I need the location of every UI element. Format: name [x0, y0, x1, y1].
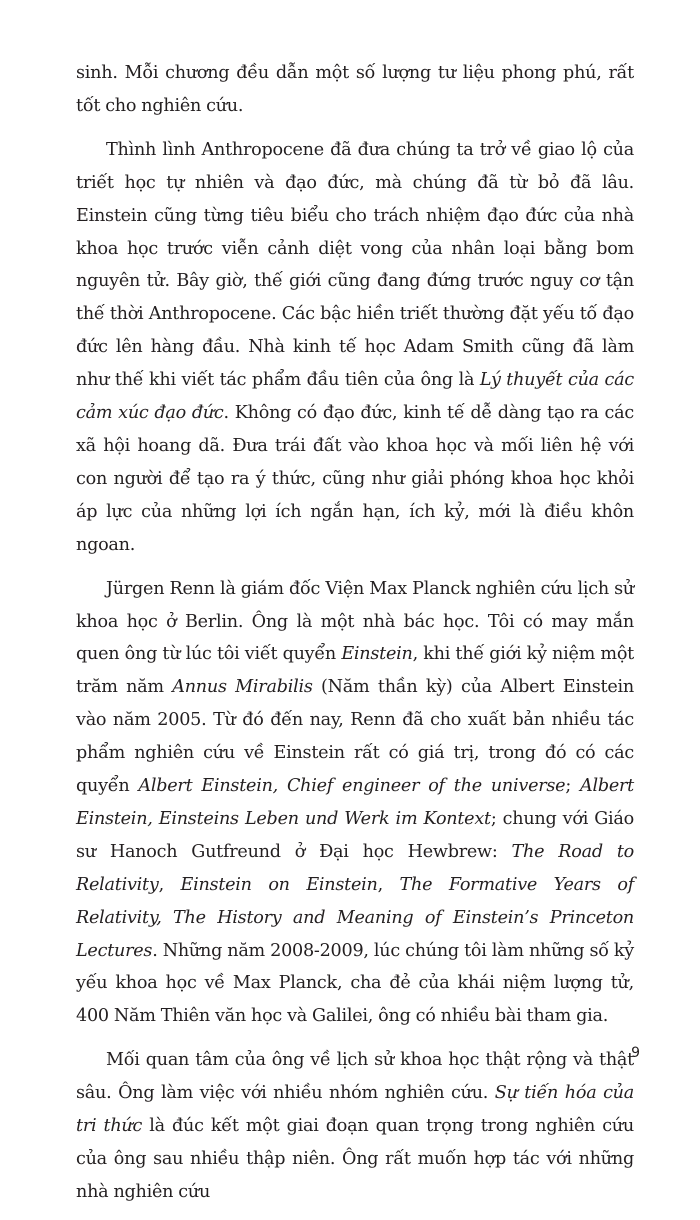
italic-book-title: Albert Einstein, Chief engineer of the universe: [138, 776, 566, 797]
body-text: [76, 57, 634, 1220]
paragraph-2: [76, 134, 634, 562]
italic-book-title: Einstein on Einstein: [180, 874, 378, 895]
italic-book-title: Einstein: [341, 644, 413, 665]
text-segment: Thình lình Anthropocene đã đưa chúng ta trở về giao lộ của triết học tự nhiên và đạo đức, mà chúng đã từ bỏ đã lâu. Einstein cũng từng tiêu biểu cho trách nhiệm đạo đức của nhà khoa học trước viễn cảnh diệt vong của nhân loại bằng bom nguyên tử. Bây giờ, thế giới cũng đang đứng trước nguy cơ tận thế thời Anthropocene. Các bậc hiền triết thường đặt yếu tố đạo đức lên hàng đầu. Nhà kinh tế học Adam Smith cũng đã làm như thế khi viết tác phẩm đầu tiên của ông là: [76, 139, 634, 391]
text-segment: là đúc kết một giai đoạn quan trọng trong nghiên cứu của ông sau nhiều thập niên. Ông rất muốn hợp tác với những nhà nghiên cứu: [76, 1116, 634, 1202]
text-segment: Jürgen Renn là giám đốc Viện Max Planck nghiên cứu lịch sử khoa học ở Berlin. Ông là một nhà bác học. Tôi có may mắn quen ông từ lúc tôi viết quyển: [76, 578, 634, 665]
italic-book-title: Albert Einstein, Einsteins Leben und Werk im Kontext: [76, 776, 634, 829]
page-number: 9: [631, 1045, 640, 1061]
text-segment: , khi thế giới kỷ niệm một trăm năm: [76, 644, 634, 698]
italic-book-title: The Formative Years of Relativity, The History and Meaning of Einstein’s Princeton Lectures: [76, 874, 634, 961]
italic-book-title: The Road to Relativity: [76, 841, 634, 895]
italic-book-title: Lý thuyết của các cảm xúc đạo đức: [76, 370, 634, 424]
text-segment: . Những năm 2008-2009, lúc chúng tôi làm những số kỷ yếu khoa học về Max Planck, cha đẻ của khái niệm lượng tử, 400 Năm Thiên văn học và Galilei, ông có nhiều bài tham gia.: [76, 940, 634, 1027]
italic-book-title: Sự tiến hóa của tri thức: [76, 1083, 634, 1137]
text-segment: . Không có đạo đức, kinh tế dễ dàng tạo ra các xã hội hoang dã. Đưa trái đất vào khoa học và mối liên hệ với con người để tạo ra ý thức, cũng như giải phóng khoa học khỏi áp lực của những lợi ích ngắn hạn, ích kỷ, mới là điều khôn ngoan.: [76, 403, 634, 555]
text-segment: (Năm thần kỳ) của Albert Einstein vào năm 2005. Từ đó đến nay, Renn đã cho xuất bản nhiều tác phẩm nghiên cứu về Einstein rất có giá trị, trong đó có các quyển: [76, 677, 634, 797]
italic-phrase: Annus Mirabilis: [172, 677, 313, 698]
text-segment: sinh. Mỗi chương đều dẫn một số lượng tư liệu phong phú, rất tốt cho nghiên cứu.: [76, 63, 634, 116]
text-segment: ,: [377, 874, 400, 895]
paragraph-1: [76, 57, 634, 123]
text-segment: ;: [565, 776, 580, 797]
text-segment: ,: [158, 874, 181, 895]
paragraph-4: [76, 1044, 634, 1209]
text-segment: Mối quan tâm của ông về lịch sử khoa học thật rộng và thật sâu. Ông làm việc với nhiều nhóm nghiên cứu.: [76, 1050, 634, 1104]
text-segment: ; chung với Giáo sư Hanoch Gutfreund ở Đại học Hewbrew:: [76, 808, 634, 862]
paragraph-3: [76, 573, 634, 1034]
